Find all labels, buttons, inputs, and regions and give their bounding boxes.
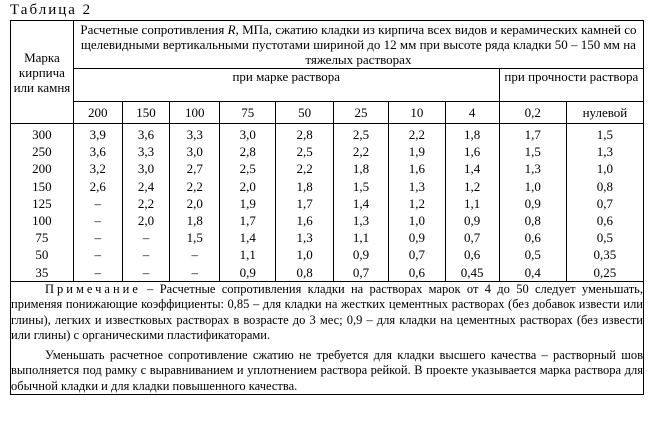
- value-cell: 1,0: [389, 212, 445, 229]
- value-cell: –: [170, 264, 220, 282]
- value-cell: 1,7: [220, 212, 276, 229]
- value-cell: 2,2: [276, 160, 333, 177]
- table-row: [11, 160, 644, 177]
- value-cell: 0,7: [389, 246, 445, 263]
- col-header: 10: [389, 102, 445, 124]
- value-cell: 3,0: [220, 124, 276, 144]
- value-cell: 1,4: [220, 229, 276, 246]
- table-row: [11, 124, 644, 144]
- value-cell: 3,3: [122, 143, 170, 160]
- value-cell: 2,4: [122, 178, 170, 195]
- table-row: [11, 264, 644, 282]
- value-cell: 0,5: [566, 229, 643, 246]
- value-cell: 0,6: [499, 229, 566, 246]
- value-cell: 1,7: [499, 124, 566, 144]
- table-caption: Таблица 2: [10, 2, 93, 18]
- value-cell: 0,8: [499, 212, 566, 229]
- value-cell: 3,0: [170, 143, 220, 160]
- value-cell: 1,6: [389, 160, 445, 177]
- brick-grade-cell: 75: [11, 229, 74, 246]
- brick-grade-cell: 50: [11, 246, 74, 263]
- header-brick-grade: Марка кирпича или камня: [11, 21, 74, 124]
- value-cell: 1,1: [220, 246, 276, 263]
- value-cell: 2,5: [276, 143, 333, 160]
- value-cell: 2,8: [220, 143, 276, 160]
- value-cell: 0,7: [333, 264, 388, 282]
- value-cell: 0,35: [566, 246, 643, 263]
- note-paragraph-1: [11, 282, 643, 344]
- table-row: [11, 195, 644, 212]
- value-cell: 2,2: [170, 178, 220, 195]
- value-cell: 0,6: [566, 212, 643, 229]
- value-cell: 2,0: [122, 212, 170, 229]
- header-mortar-grade: при марке раствора: [73, 69, 499, 102]
- col-header: 4: [445, 102, 499, 124]
- header-main: [73, 21, 643, 69]
- value-cell: 2,5: [220, 160, 276, 177]
- value-cell: 1,2: [389, 195, 445, 212]
- table-note: [11, 281, 644, 395]
- value-cell: 1,8: [170, 212, 220, 229]
- value-cell: –: [122, 264, 170, 282]
- value-cell: 2,0: [220, 178, 276, 195]
- value-cell: 1,8: [276, 178, 333, 195]
- value-cell: 1,3: [389, 178, 445, 195]
- value-cell: –: [122, 229, 170, 246]
- value-cell: 0,6: [389, 264, 445, 282]
- value-cell: 2,5: [333, 124, 388, 144]
- value-cell: 2,2: [122, 195, 170, 212]
- value-cell: 1,4: [445, 160, 499, 177]
- value-cell: 3,2: [73, 160, 122, 177]
- value-cell: 0,8: [566, 178, 643, 195]
- value-cell: 2,8: [276, 124, 333, 144]
- value-cell: 3,6: [73, 143, 122, 160]
- value-cell: 2,2: [333, 143, 388, 160]
- value-cell: 1,8: [445, 124, 499, 144]
- brick-grade-cell: 200: [11, 160, 74, 177]
- value-cell: 0,9: [220, 264, 276, 282]
- value-cell: 1,4: [333, 195, 388, 212]
- value-cell: 0,9: [333, 246, 388, 263]
- value-cell: –: [73, 195, 122, 212]
- value-cell: 3,0: [122, 160, 170, 177]
- value-cell: 3,3: [170, 124, 220, 144]
- col-header: нулевой: [566, 102, 643, 124]
- value-cell: 1,5: [170, 229, 220, 246]
- value-cell: 0,7: [566, 195, 643, 212]
- table-row: [11, 143, 644, 160]
- value-cell: 1,5: [566, 124, 643, 144]
- value-cell: 1,9: [220, 195, 276, 212]
- value-cell: –: [73, 229, 122, 246]
- brick-grade-cell: 150: [11, 178, 74, 195]
- value-cell: –: [170, 246, 220, 263]
- value-cell: 3,9: [73, 124, 122, 144]
- resistance-table: [10, 20, 644, 395]
- value-cell: 1,1: [445, 195, 499, 212]
- note-text-1: – Расчетные сопротивления кладки на растворах марок от 4 до 50 следует уменьшать, применяя понижающие коэффициенты: 0,85 – для кладки на жестких цементных растворах (без добавок извести или глины), легких и известковых растворах в возрасте до 3 мес; 0,9 – для кладки на цементных растворах (без извести или глины) с органическими пластификаторами.: [11, 281, 643, 343]
- value-cell: 0,4: [499, 264, 566, 282]
- value-cell: 0,7: [445, 229, 499, 246]
- value-cell: 0,5: [499, 246, 566, 263]
- value-cell: 0,8: [276, 264, 333, 282]
- brick-grade-cell: 300: [11, 124, 74, 144]
- col-header: 100: [170, 102, 220, 124]
- col-header: 75: [220, 102, 276, 124]
- note-label: Примечание: [45, 281, 141, 296]
- note-paragraph-2: Уменьшать расчетное сопротивление сжатию не требуется для кладки высшего качества – растворный шов выполняется под рамку с выравниванием и уплотнением раствора рейкой. В проекте указывается марка раствора для обычной кладки и для кладки повышенного качества.: [11, 347, 643, 393]
- value-cell: 0,9: [445, 212, 499, 229]
- table-row: [11, 178, 644, 195]
- value-cell: –: [122, 246, 170, 263]
- value-cell: –: [73, 264, 122, 282]
- brick-grade-cell: 125: [11, 195, 74, 212]
- value-cell: 1,3: [499, 160, 566, 177]
- value-cell: 2,2: [389, 124, 445, 144]
- brick-grade-cell: 100: [11, 212, 74, 229]
- value-cell: 1,0: [566, 160, 643, 177]
- value-cell: 2,7: [170, 160, 220, 177]
- value-cell: 1,3: [276, 229, 333, 246]
- value-cell: 1,5: [333, 178, 388, 195]
- col-header: 25: [333, 102, 388, 124]
- value-cell: 2,0: [170, 195, 220, 212]
- brick-grade-cell: 35: [11, 264, 74, 282]
- brick-grade-cell: 250: [11, 143, 74, 160]
- value-cell: 1,8: [333, 160, 388, 177]
- table-body: [11, 124, 644, 282]
- value-cell: 3,6: [122, 124, 170, 144]
- col-header: 0,2: [499, 102, 566, 124]
- table-row: [11, 212, 644, 229]
- value-cell: 1,5: [499, 143, 566, 160]
- value-cell: 0,9: [389, 229, 445, 246]
- header-main-symbol: R: [227, 22, 236, 37]
- value-cell: 0,45: [445, 264, 499, 282]
- value-cell: 1,7: [276, 195, 333, 212]
- value-cell: 1,1: [333, 229, 388, 246]
- col-header: 200: [73, 102, 122, 124]
- value-cell: 1,0: [276, 246, 333, 263]
- value-cell: 0,6: [445, 246, 499, 263]
- value-cell: 1,3: [333, 212, 388, 229]
- value-cell: –: [73, 246, 122, 263]
- header-main-prefix: Расчетные сопротивления: [80, 22, 228, 37]
- value-cell: 2,6: [73, 178, 122, 195]
- value-cell: 0,25: [566, 264, 643, 282]
- value-cell: 0,9: [499, 195, 566, 212]
- col-header: 150: [122, 102, 170, 124]
- col-header: 50: [276, 102, 333, 124]
- value-cell: 1,2: [445, 178, 499, 195]
- value-cell: 1,6: [276, 212, 333, 229]
- value-cell: 1,6: [445, 143, 499, 160]
- value-cell: –: [73, 212, 122, 229]
- header-main-suffix: , МПа, сжатию кладки из кирпича всех видов и керамических камней со щелевидными вертикальными пустотами шириной до 12 мм при высоте ряда кладки 50 – 150 мм на тяжелых растворах: [80, 22, 637, 67]
- table-row: [11, 229, 644, 246]
- value-cell: 1,0: [499, 178, 566, 195]
- table-row: [11, 246, 644, 263]
- value-cell: 1,9: [389, 143, 445, 160]
- header-mortar-strength: при прочности раствора: [499, 69, 643, 102]
- value-cell: 1,3: [566, 143, 643, 160]
